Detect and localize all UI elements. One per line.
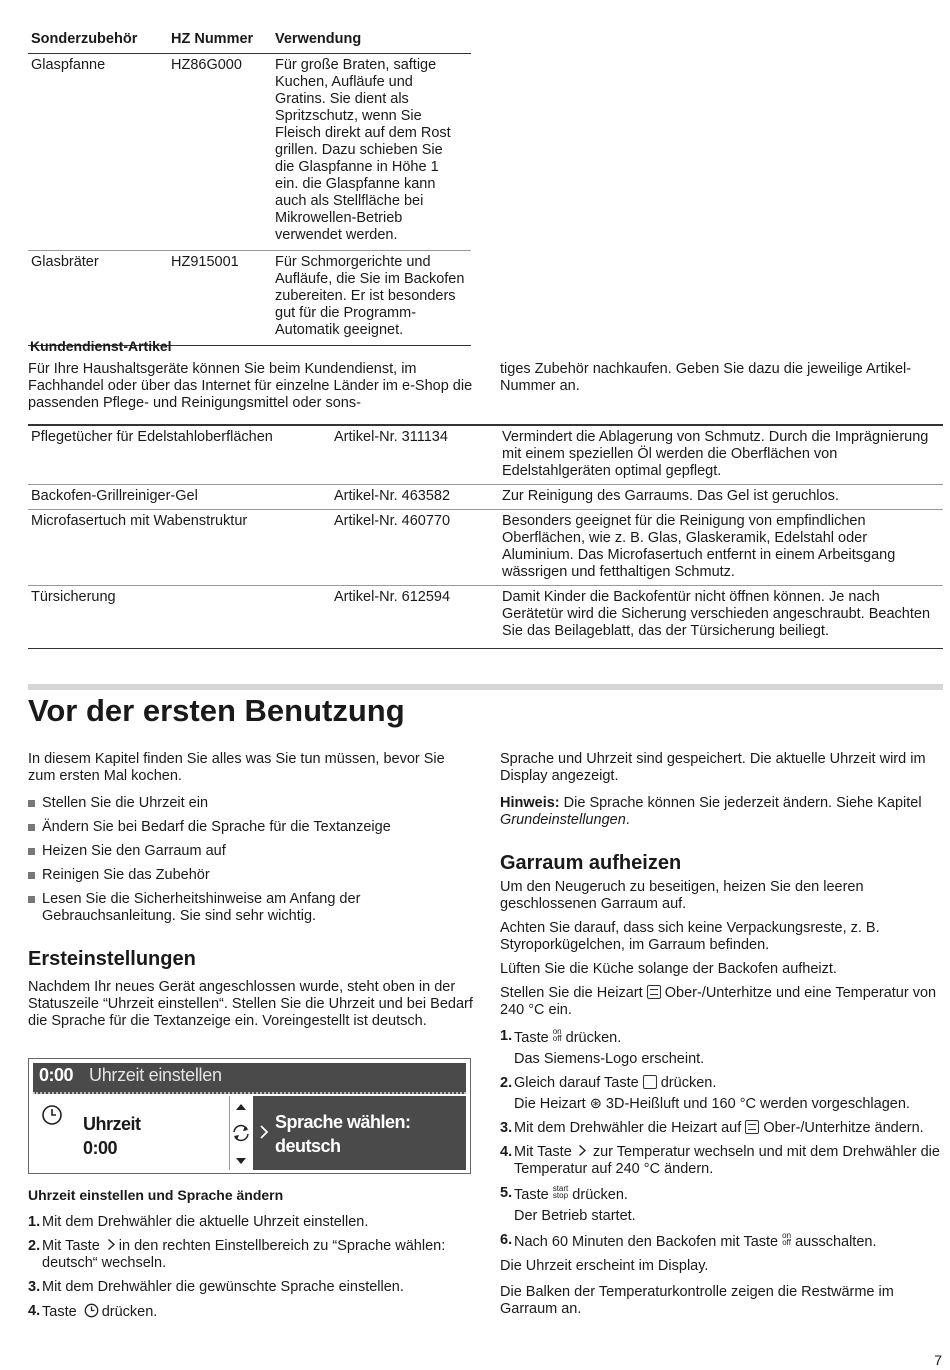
chevron-right-icon xyxy=(107,1238,116,1251)
heat-up-p4: Stellen Sie die Heizart Ober-/Unterhitze und eine Temperatur von 240 °C ein. xyxy=(500,985,937,1018)
chevron-right-icon xyxy=(259,1124,269,1140)
list-item: Ändern Sie bei Bedarf die Sprache für die Textanzeige xyxy=(28,819,473,836)
heat-up-heading: Garraum aufheizen xyxy=(500,852,682,874)
col-header: Sonderzubehör xyxy=(28,28,168,54)
bullet-icon xyxy=(28,824,35,831)
display-left-value: 0:00 xyxy=(83,1138,118,1158)
saved-text: Sprache und Uhrzeit sind gespeichert. Die aktuelle Uhrzeit wird im Display angezeigt. xyxy=(500,751,926,784)
table-row: Microfasertuch mit Wabenstruktur Artikel-Nr. 460770 Besonders geeignet für die Reinigung von empfindlichen Oberflächen, wie z. B. Glas, Glaskeramik, Edelstahl oder Aluminium. Das Microfasertuch entfernt in einem Arbeitsgang wässrigen und fetthaltigen Schmutz. xyxy=(28,510,943,586)
display-status: Uhrzeit einstellen xyxy=(89,1065,222,1085)
arrow-down-icon xyxy=(236,1158,246,1164)
bullet-icon xyxy=(28,800,35,807)
list-item: 3. Mit dem Drehwähler die gewünschte Sprache einstellen. xyxy=(28,1279,404,1295)
steps-list xyxy=(28,1214,473,1321)
list-item: 6. Nach 60 Minuten den Backofen mit Taste on off ausschalten. xyxy=(500,1231,877,1250)
clock-icon xyxy=(41,1104,63,1126)
display-right-panel xyxy=(253,1096,466,1170)
list-item: 4. Taste drücken. xyxy=(28,1303,158,1320)
blank-key-icon xyxy=(643,1075,657,1089)
checklist xyxy=(28,795,473,925)
heat-steps-list xyxy=(500,1028,943,1251)
bullet-icon xyxy=(28,872,35,879)
top-bottom-heat-icon xyxy=(647,985,661,999)
clock-icon xyxy=(84,1303,99,1318)
heat-up-p1: Um den Neugeruch zu beseitigen, heizen Sie den leeren geschlossenen Garraum auf. xyxy=(500,879,864,912)
bullet-icon xyxy=(28,848,35,855)
heat-up-p6: Die Balken der Temperaturkontrolle zeigen die Restwärme im Garraum an. xyxy=(500,1284,894,1317)
heat-up-p2: Achten Sie darauf, dass sich keine Verpackungsreste, z. B. Styroporkügelchen, im Garraum befinden. xyxy=(500,920,880,953)
arrow-up-icon xyxy=(236,1104,246,1110)
list-item: 2. Gleich darauf Taste drücken. Die Heizart ⊛ 3D-Heißluft und 160 °C werden vorgeschlagen. xyxy=(500,1075,910,1112)
list-item: 2. Mit Taste in den rechten Einstellbereich zu “Sprache wählen: deutsch“ wechseln. xyxy=(28,1238,446,1271)
chevron-right-icon xyxy=(578,1144,587,1157)
heat-up-p5: Die Uhrzeit erscheint im Display. xyxy=(500,1258,709,1274)
accessory-table xyxy=(28,28,471,346)
left-column-bottom xyxy=(28,1187,473,1328)
on-off-key-icon: on off xyxy=(782,1231,792,1247)
oven-display xyxy=(28,1058,471,1174)
left-column xyxy=(28,751,473,1030)
chapter-intro: In diesem Kapitel finden Sie alles was Sie tun müssen, bevor Sie zum ersten Mal kochen. xyxy=(28,751,445,784)
service-intro-left: Für Ihre Haushaltsgeräte können Sie beim Kundendienst, im Fachhandel oder über das Internet für einzelne Länder im e-Shop die passenden Pflege- und Reinigungsmittel oder sons- xyxy=(28,361,473,411)
table-row: Türsicherung Artikel-Nr. 612594 Damit Kinder die Backofentür nicht öffnen können. Je nach Gerätetür wird die Sicherung verschieden angeschraubt. Beachten Sie das Beilageblatt, das der Türsicherung beiliegt. xyxy=(31,589,931,639)
bullet-icon xyxy=(28,896,35,903)
list-item: 1. Mit dem Drehwähler die aktuelle Uhrzeit einstellen. xyxy=(28,1214,369,1230)
list-item: 3. Mit dem Drehwähler die Heizart auf Ober-/Unterhitze ändern. xyxy=(500,1120,924,1136)
list-item: Stellen Sie die Uhrzeit ein xyxy=(28,795,473,812)
chapter-rule xyxy=(28,684,943,690)
service-table xyxy=(28,424,943,649)
top-bottom-heat-icon xyxy=(745,1120,759,1134)
list-item: Reinigen Sie das Zubehör xyxy=(28,867,473,884)
col-header: Verwendung xyxy=(272,28,471,54)
start-stop-key-icon: start stop xyxy=(552,1184,569,1200)
col-header: HZ Nummer xyxy=(168,28,272,54)
list-item: 1. Taste on off drücken. Das Siemens-Logo erscheint. xyxy=(500,1027,705,1067)
right-column xyxy=(500,751,943,1318)
display-right-label: Sprache wählen: xyxy=(275,1112,411,1132)
service-heading: Kundendienst-Artikel xyxy=(30,338,172,354)
page-number: 7 xyxy=(934,1352,942,1368)
note: Hinweis: Die Sprache können Sie jederzeit ändern. Siehe Kapitel Grundeinstellungen. xyxy=(500,795,922,828)
service-intro-right: tiges Zubehör nachkaufen. Geben Sie dazu die jeweilige Artikel-Nummer an. xyxy=(500,361,912,394)
display-left-label: Uhrzeit xyxy=(83,1114,141,1134)
table-row: Backofen-Grillreiniger-Gel Artikel-Nr. 463582 Zur Reinigung des Garraums. Das Gel ist geruchlos. xyxy=(28,485,943,510)
list-item: Lesen Sie die Sicherheitshinweise am Anfang der Gebrauchsanleitung. Sie sind sehr wichtig. xyxy=(28,891,473,925)
table-row: Glasbräter HZ915001 Für Schmorgerichte und Aufläufe, die Sie im Backofen zubereiten. Er ist besonders gut für die Programm-Automatik geeignet. xyxy=(28,251,471,346)
sub-heading: Uhrzeit einstellen und Sprache ändern xyxy=(28,1187,284,1203)
chapter-title: Vor der ersten Benutzung xyxy=(28,693,405,728)
list-item: 5. Taste start stop drücken. Der Betrieb startet. xyxy=(500,1184,636,1224)
list-item: 4. Mit Taste zur Temperatur wechseln und mit dem Drehwähler die Temperatur auf 240 °C ändern. xyxy=(500,1144,940,1177)
first-settings-text: Nachdem Ihr neues Gerät angeschlossen wurde, steht oben in der Statuszeile “Uhrzeit einstellen“. Stellen Sie die Uhrzeit und bei Bedarf die Sprache für die Textanzeige ein. Voreingestellt ist deutsch. xyxy=(28,979,473,1029)
display-status-bar xyxy=(33,1063,466,1094)
display-right-value: deutsch xyxy=(275,1136,341,1156)
on-off-key-icon: on off xyxy=(552,1027,562,1043)
table-row: Glaspfanne HZ86G000 Für große Braten, saftige Kuchen, Aufläufe und Gratins. Sie dient als Spritzschutz, wenn Sie Fleisch direkt auf dem Rost grillen. Dazu schieben Sie die Glaspfanne in Höhe 1 ein. die Glaspfanne kann auch als Stellfläche bei Mikrowellen-Betrieb verwendet werden. xyxy=(28,54,471,251)
display-scroll xyxy=(229,1096,252,1170)
first-settings-heading: Ersteinstellungen xyxy=(28,948,196,970)
heat-up-p3: Lüften Sie die Küche solange der Backofen aufheizt. xyxy=(500,961,837,977)
display-left-panel xyxy=(33,1096,229,1170)
rotate-icon xyxy=(234,1126,248,1141)
display-time: 0:00 xyxy=(39,1065,74,1085)
list-item: Heizen Sie den Garraum auf xyxy=(28,843,473,860)
table-row: Pflegetücher für Edelstahloberflächen Artikel-Nr. 311134 Vermindert die Ablagerung von Schmutz. Durch die Imprägnierung mit einem speziellen Öl werden die Oberflächen von Edelstahlgeräten optimal gepflegt. xyxy=(28,425,943,485)
